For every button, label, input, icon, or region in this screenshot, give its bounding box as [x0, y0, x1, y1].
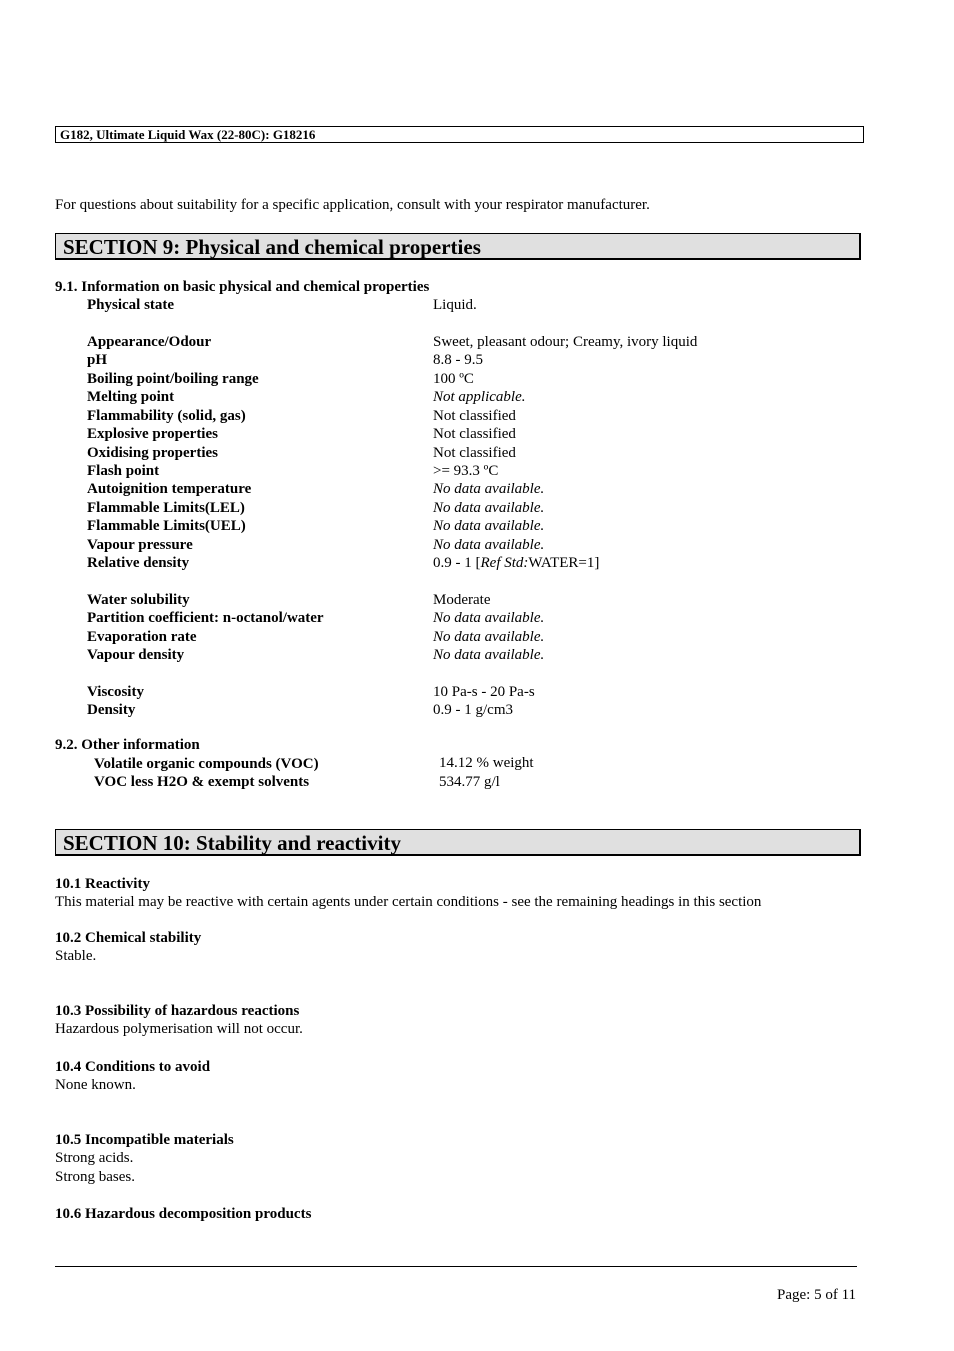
prop-value: No data available. — [433, 518, 545, 534]
prop-value: Not classified — [433, 426, 516, 442]
prop-label: Appearance/Odour — [87, 334, 212, 350]
prop-value: Not classified — [433, 408, 516, 424]
item-heading: 10.4 Conditions to avoid — [55, 1059, 211, 1075]
relative-density-range: 0.9 - 1 [ — [433, 555, 481, 571]
respirator-note: For questions about suitability for a specific application, consult with your respirator manufacturer. — [55, 197, 650, 213]
prop-label: Oxidising properties — [87, 445, 218, 461]
prop-label: pH — [87, 352, 108, 368]
prop-label: Flammable Limits(UEL) — [87, 518, 246, 534]
section-10-title: SECTION 10: Stability and reactivity — [63, 831, 401, 855]
prop-label: Physical state — [87, 297, 175, 313]
prop-value: No data available. — [433, 481, 545, 497]
prop-value — [433, 554, 599, 572]
subsection-9-1-title: 9.1. Information on basic physical and chemical properties — [55, 279, 430, 295]
prop-value: 100 ºC — [433, 371, 474, 387]
prop-label: Vapour pressure — [87, 537, 193, 553]
page-number: Page: 5 of 11 — [777, 1287, 857, 1303]
item-text: Stable. — [55, 948, 97, 964]
item-text: Strong bases. — [55, 1169, 135, 1185]
prop-value: Not applicable. — [433, 389, 526, 405]
prop-value: Moderate — [433, 592, 491, 608]
prop-label: Boiling point/boiling range — [87, 371, 259, 387]
subsection-9-2-title: 9.2. Other information — [55, 737, 200, 753]
prop-label: Explosive properties — [87, 426, 218, 442]
prop-label: Evaporation rate — [87, 629, 197, 645]
prop-label: Flammability (solid, gas) — [87, 408, 246, 424]
item-heading: 10.3 Possibility of hazardous reactions — [55, 1003, 300, 1019]
item-heading: 10.6 Hazardous decomposition products — [55, 1206, 312, 1222]
other-value: 14.12 % weight — [439, 755, 534, 771]
item-text: Strong acids. — [55, 1150, 134, 1166]
item-heading: 10.1 Reactivity — [55, 876, 150, 892]
prop-label: Flammable Limits(LEL) — [87, 500, 245, 516]
prop-value: Liquid. — [433, 297, 477, 313]
prop-label: Relative density — [87, 555, 190, 571]
prop-label: Autoignition temperature — [87, 481, 252, 497]
prop-value: No data available. — [433, 629, 545, 645]
prop-label: Vapour density — [87, 647, 185, 663]
product-header: G182, Ultimate Liquid Wax (22-80C): G18216 — [60, 127, 316, 142]
prop-value: 10 Pa-s - 20 Pa-s — [433, 684, 535, 700]
other-value: 534.77 g/l — [439, 774, 500, 790]
prop-value: Not classified — [433, 445, 516, 461]
prop-label: Density — [87, 702, 136, 718]
other-label: VOC less H2O & exempt solvents — [94, 774, 310, 790]
prop-value: No data available. — [433, 537, 545, 553]
product-header-box — [55, 126, 864, 143]
prop-value: 0.9 - 1 g/cm3 — [433, 702, 513, 718]
ref-std-label: Ref Std: — [480, 555, 529, 571]
section-9-title: SECTION 9: Physical and chemical properties — [63, 235, 481, 259]
prop-value: No data available. — [433, 647, 545, 663]
section-9-bar — [55, 233, 861, 260]
prop-label: Flash point — [87, 463, 160, 479]
item-heading: 10.2 Chemical stability — [55, 930, 202, 946]
item-heading: 10.5 Incompatible materials — [55, 1132, 234, 1148]
prop-label: Viscosity — [87, 684, 144, 700]
ref-std-value: WATER=1] — [528, 555, 600, 571]
item-text: This material may be reactive with certain agents under certain conditions - see the remaining headings in this section — [55, 894, 762, 910]
prop-value: No data available. — [433, 500, 545, 516]
other-label: Volatile organic compounds (VOC) — [94, 756, 319, 772]
prop-value: Sweet, pleasant odour; Creamy, ivory liquid — [433, 334, 698, 350]
footer-divider — [55, 1266, 857, 1267]
prop-label: Melting point — [87, 389, 175, 405]
section-10-bar — [55, 829, 861, 856]
prop-value: No data available. — [433, 610, 545, 626]
prop-value: 8.8 - 9.5 — [433, 352, 483, 368]
item-text: Hazardous polymerisation will not occur. — [55, 1021, 303, 1037]
prop-label: Water solubility — [87, 592, 190, 608]
prop-label: Partition coefficient: n-octanol/water — [87, 610, 324, 626]
prop-value: >= 93.3 ºC — [433, 463, 499, 479]
item-text: None known. — [55, 1077, 136, 1093]
